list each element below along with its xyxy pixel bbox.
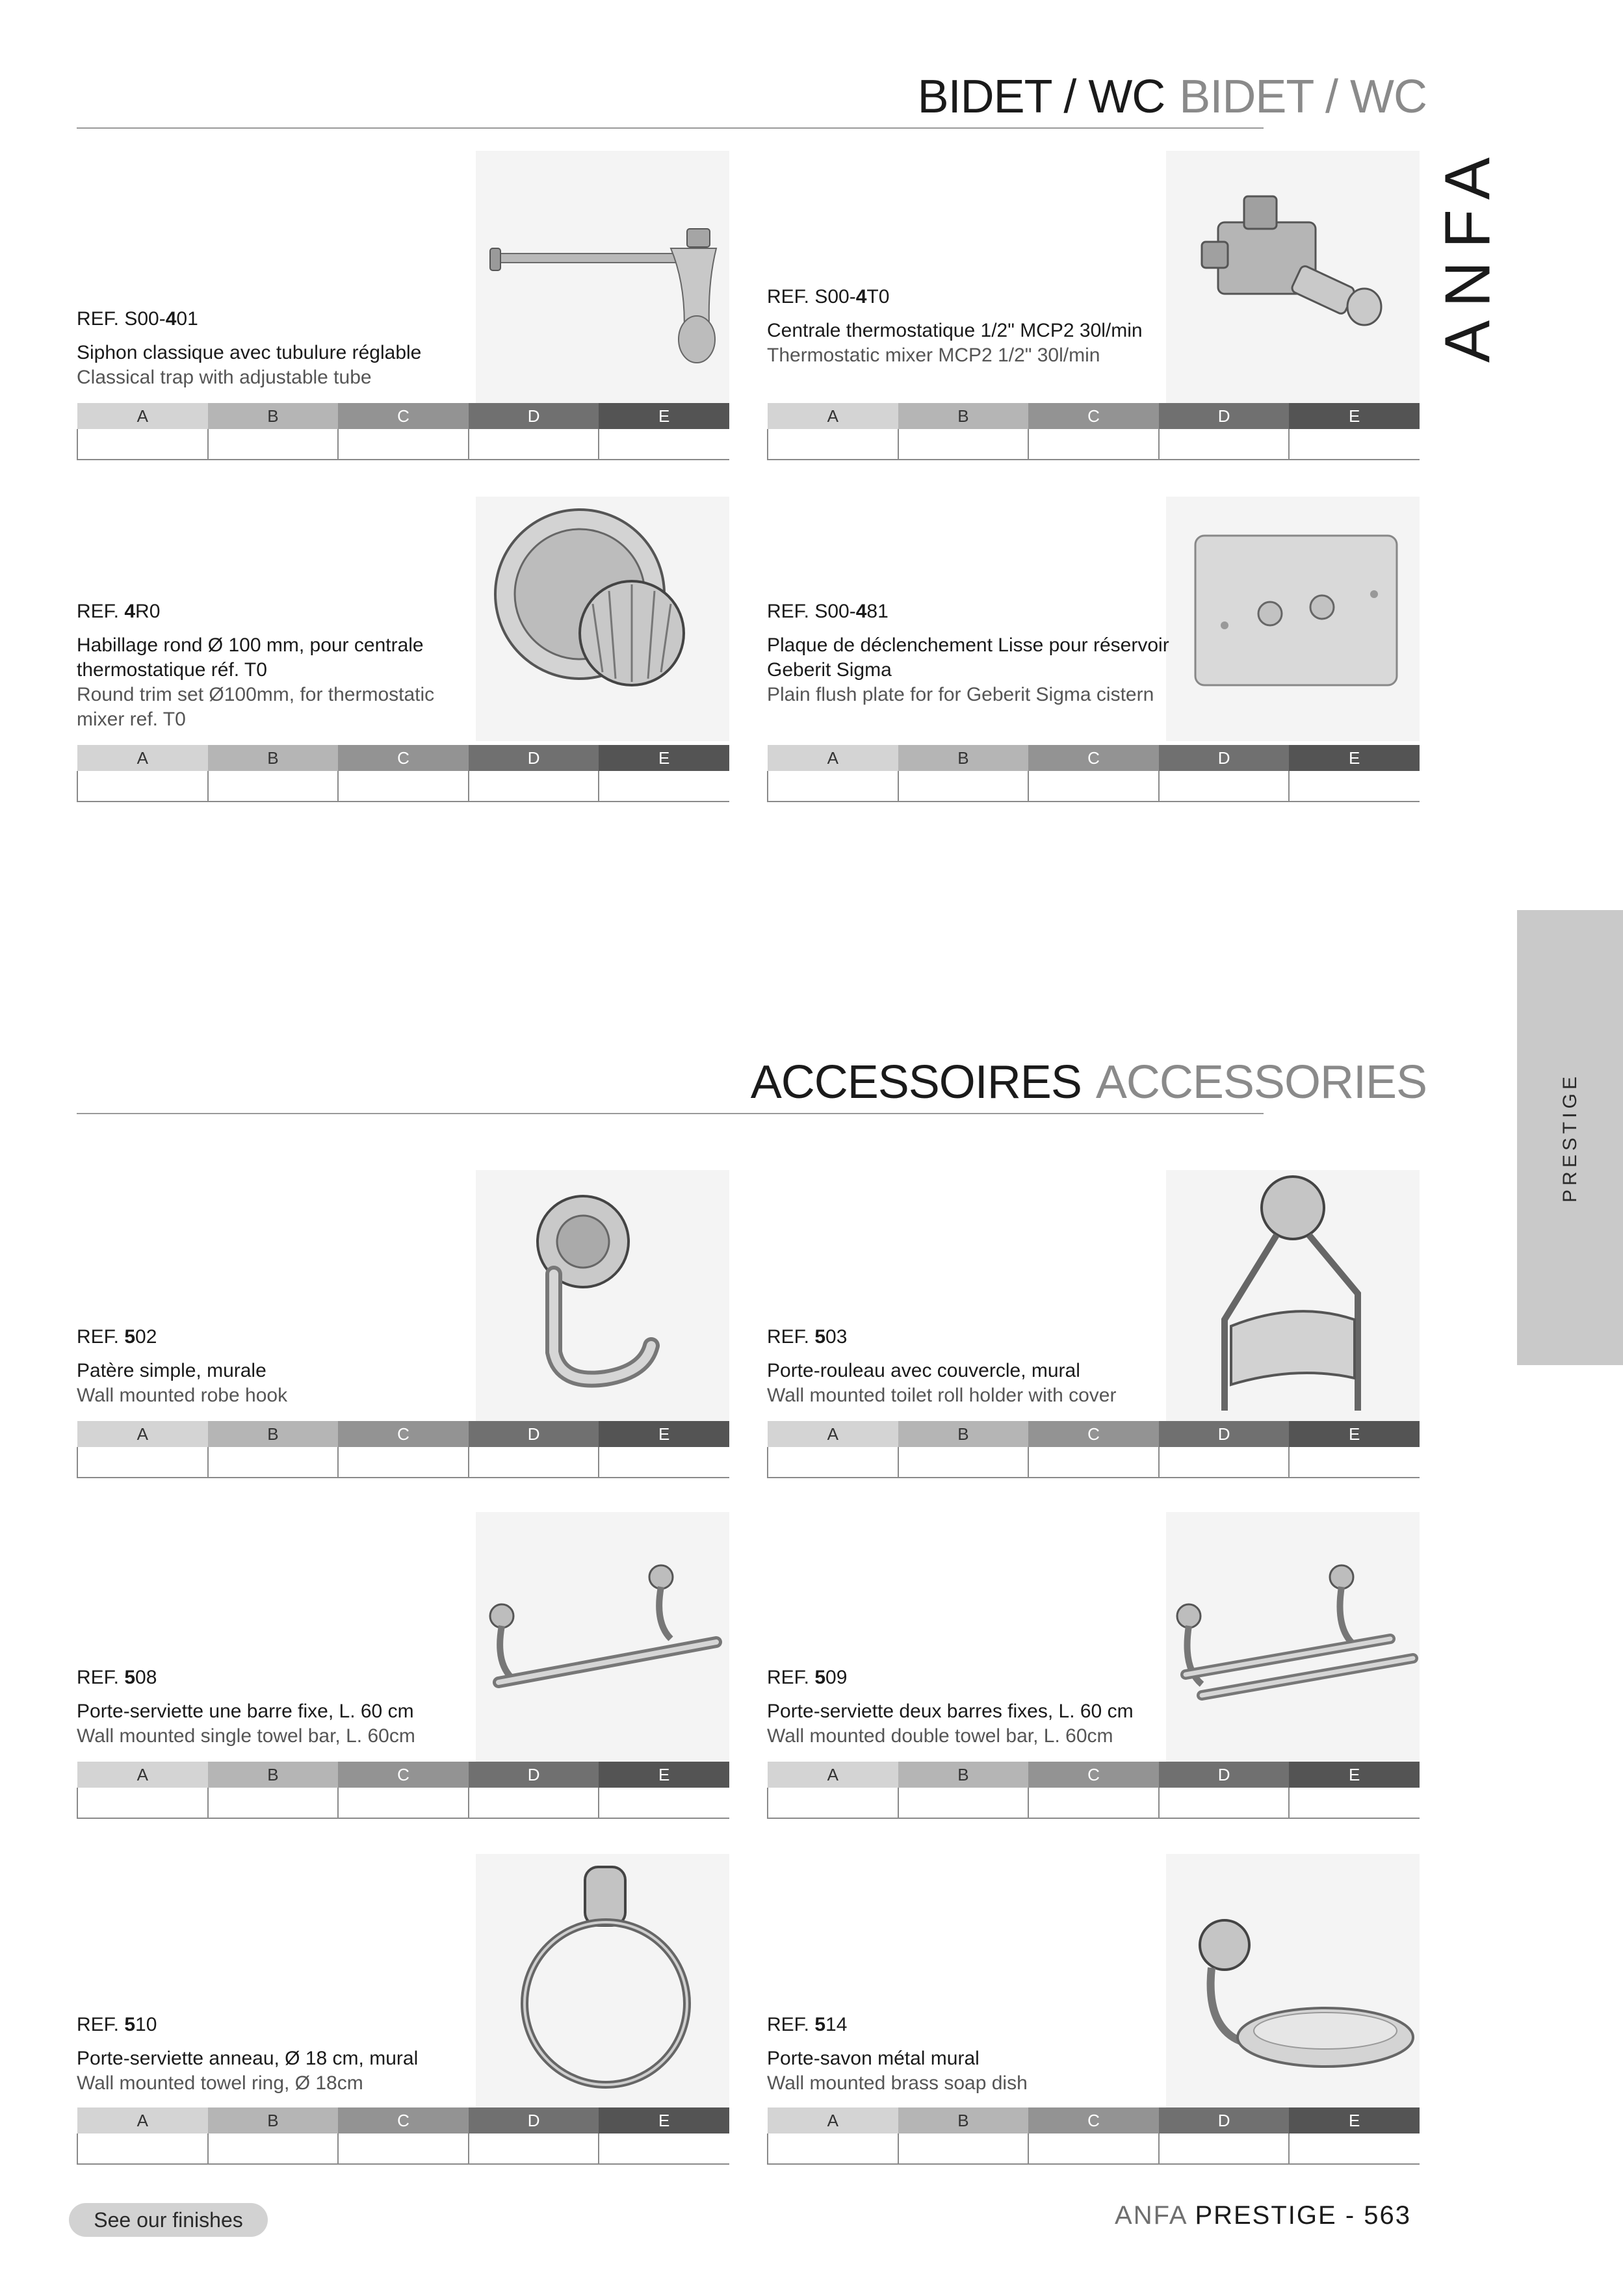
finish-header-c: C: [338, 2107, 469, 2133]
finish-cell: [208, 429, 339, 460]
finish-header-e: E: [599, 1762, 729, 1788]
finish-header-b: B: [208, 1421, 339, 1447]
finish-cell: [469, 2133, 599, 2164]
finish-table: [77, 403, 729, 460]
finish-header-a: A: [77, 403, 208, 429]
siphon-trap-icon: [476, 151, 729, 404]
finish-table: [767, 403, 1420, 460]
brand-vertical-label: [1429, 144, 1507, 363]
finish-header-d: D: [469, 745, 599, 771]
thermostatic-mixer-icon: [1166, 151, 1420, 404]
product-name-fr: Habillage rond Ø 100 mm, pour centrale thermostatique réf. T0: [77, 634, 424, 681]
product-ref: REF. S00-401: [77, 308, 198, 330]
finish-cell: [1159, 2133, 1290, 2164]
finish-table: [767, 745, 1420, 802]
finish-cell: [208, 771, 339, 802]
product-name-en: Wall mounted robe hook: [77, 1385, 288, 1406]
product-ref: REF. 514: [767, 2014, 848, 2035]
finish-header-c: C: [1028, 403, 1159, 429]
finish-cell: [469, 1788, 599, 1818]
finish-header-d: D: [1159, 1762, 1290, 1788]
finish-header-b: B: [898, 1421, 1029, 1447]
finish-header-a: A: [77, 1762, 208, 1788]
finish-cell: [599, 1788, 729, 1818]
finish-cell: [208, 1447, 339, 1478]
finish-cell: [768, 1788, 898, 1818]
finish-header-d: D: [469, 1421, 599, 1447]
finish-table: [767, 1421, 1420, 1478]
finish-cell: [469, 429, 599, 460]
finish-cell: [599, 1447, 729, 1478]
product-text: [767, 1325, 1170, 1408]
soap-dish-icon: [1166, 1854, 1420, 2107]
see-finishes-button[interactable]: See our finishes: [69, 2203, 268, 2237]
finish-header-d: D: [469, 403, 599, 429]
finish-table: [77, 1421, 729, 1478]
finish-cell: [338, 771, 469, 802]
finish-cell: [1289, 1447, 1420, 1478]
finish-header-b: B: [898, 2107, 1029, 2133]
product-card: [77, 1170, 729, 1482]
finish-cell: [599, 2133, 729, 2164]
product-name-fr: Porte-serviette une barre fixe, L. 60 cm: [77, 1701, 414, 1722]
finish-header-b: B: [898, 745, 1029, 771]
flush-plate-icon: [1166, 497, 1420, 741]
product-card: [77, 1854, 729, 2166]
product-name-fr: Porte-serviette deux barres fixes, L. 60 cm: [767, 1701, 1134, 1722]
folio-line: PRESTIGE - 563: [1195, 2201, 1411, 2230]
finish-header-c: C: [1028, 1421, 1159, 1447]
product-name-fr: Patère simple, murale: [77, 1360, 266, 1381]
finish-cell: [1028, 2133, 1159, 2164]
product-name-fr: Siphon classique avec tubulure réglable: [77, 342, 422, 363]
product-image: [1166, 1854, 1420, 2107]
product-image: [476, 497, 729, 741]
finish-header-b: B: [208, 745, 339, 771]
finish-cell: [768, 429, 898, 460]
product-name-en: Plain flush plate for for Geberit Sigma cistern: [767, 684, 1154, 705]
product-card: [77, 497, 729, 809]
finish-cell: [898, 429, 1029, 460]
product-ref: REF. 502: [77, 1326, 157, 1348]
finish-cell: [599, 429, 729, 460]
finish-cell: [1028, 1788, 1159, 1818]
section-divider: [77, 127, 1264, 129]
product-name-en: Wall mounted toilet roll holder with cover: [767, 1385, 1117, 1406]
finish-cell: [208, 1788, 339, 1818]
finish-cell: [1159, 1788, 1290, 1818]
product-image: [476, 1170, 729, 1424]
product-name-en: Round trim set Ø100mm, for thermostatic mixer ref. T0: [77, 684, 435, 730]
side-tab-label: PRESTIGE: [1559, 1073, 1581, 1203]
product-name-fr: Centrale thermostatique 1/2" MCP2 30l/min: [767, 320, 1143, 341]
finish-cell: [77, 429, 208, 460]
finish-cell: [1159, 429, 1290, 460]
product-image: [1166, 151, 1420, 404]
section-title-en: ACCESSORIES: [1095, 1056, 1427, 1108]
product-card: [77, 1512, 729, 1824]
finish-table: [767, 2107, 1420, 2165]
product-ref: REF. 4R0: [77, 601, 161, 622]
finish-cell: [1289, 1788, 1420, 1818]
product-text: [767, 1665, 1170, 1749]
product-text: [767, 2013, 1170, 2096]
page-folio: [1115, 2201, 1411, 2230]
product-name-en: Wall mounted single towel bar, L. 60cm: [77, 1725, 415, 1747]
product-image: [1166, 1170, 1420, 1424]
finish-table: [77, 1762, 729, 1819]
finish-header-a: A: [77, 1421, 208, 1447]
finish-cell: [1028, 429, 1159, 460]
finish-cell: [77, 1788, 208, 1818]
section-title-fr: ACCESSOIRES: [750, 1056, 1082, 1108]
finish-cell: [338, 1788, 469, 1818]
finish-cell: [768, 1447, 898, 1478]
finish-header-c: C: [338, 745, 469, 771]
product-card: [767, 151, 1420, 463]
finish-cell: [1159, 1447, 1290, 1478]
product-card: [767, 1170, 1420, 1482]
finish-header-a: A: [77, 745, 208, 771]
product-ref: REF. S00-4T0: [767, 286, 890, 307]
product-name-fr: Plaque de déclenchement Lisse pour réservoir Geberit Sigma: [767, 634, 1169, 681]
product-name-en: Thermostatic mixer MCP2 1/2" 30l/min: [767, 345, 1100, 366]
finish-header-d: D: [1159, 2107, 1290, 2133]
product-name-fr: Porte-savon métal mural: [767, 2048, 980, 2069]
product-text: [77, 1665, 480, 1749]
product-text: [77, 599, 480, 732]
finish-header-e: E: [1289, 2107, 1420, 2133]
finish-table: [767, 1762, 1420, 1819]
finish-header-e: E: [599, 1421, 729, 1447]
round-trim-knob-icon: [476, 497, 729, 741]
finish-header-c: C: [338, 403, 469, 429]
finish-header-c: C: [1028, 1762, 1159, 1788]
finish-header-e: E: [1289, 1421, 1420, 1447]
finish-header-a: A: [768, 403, 898, 429]
product-name-fr: Porte-serviette anneau, Ø 18 cm, mural: [77, 2048, 419, 2069]
finish-table: [77, 745, 729, 802]
folio-brand: ANFA: [1115, 2201, 1187, 2230]
finish-cell: [77, 1447, 208, 1478]
finish-header-e: E: [599, 403, 729, 429]
product-ref: REF. 509: [767, 1667, 848, 1688]
finish-header-b: B: [208, 2107, 339, 2133]
finish-header-a: A: [768, 1421, 898, 1447]
finish-cell: [77, 2133, 208, 2164]
finish-header-d: D: [1159, 403, 1290, 429]
product-text: [77, 307, 480, 390]
finish-cell: [469, 771, 599, 802]
product-name-en: Classical trap with adjustable tube: [77, 367, 372, 388]
finish-cell: [338, 2133, 469, 2164]
finish-header-b: B: [898, 1762, 1029, 1788]
robe-hook-icon: [476, 1170, 729, 1424]
finish-header-a: A: [77, 2107, 208, 2133]
product-name-en: Wall mounted double towel bar, L. 60cm: [767, 1725, 1113, 1747]
product-name-en: Wall mounted towel ring, Ø 18cm: [77, 2072, 363, 2094]
product-image: [476, 151, 729, 404]
finish-header-e: E: [1289, 745, 1420, 771]
product-text: [767, 285, 1170, 368]
finish-table: [77, 2107, 729, 2165]
finish-cell: [768, 771, 898, 802]
finish-header-e: E: [599, 745, 729, 771]
product-text: [77, 2013, 480, 2096]
finish-header-d: D: [469, 2107, 599, 2133]
finish-header-e: E: [1289, 403, 1420, 429]
section-title-accessories: [751, 1056, 1427, 1109]
finish-cell: [1289, 2133, 1420, 2164]
double-towel-bar-icon: [1166, 1512, 1420, 1766]
section-title-en: BIDET / WC: [1179, 71, 1427, 123]
finish-cell: [338, 1447, 469, 1478]
finish-cell: [898, 2133, 1029, 2164]
finish-header-d: D: [1159, 745, 1290, 771]
finish-cell: [1159, 771, 1290, 802]
product-name-en: Wall mounted brass soap dish: [767, 2072, 1028, 2094]
product-ref: REF. 508: [77, 1667, 157, 1688]
finish-header-e: E: [599, 2107, 729, 2133]
product-image: [1166, 497, 1420, 741]
finish-cell: [338, 429, 469, 460]
finish-cell: [469, 1447, 599, 1478]
finish-header-c: C: [338, 1762, 469, 1788]
finish-header-d: D: [1159, 1421, 1290, 1447]
finish-cell: [768, 2133, 898, 2164]
product-text: [77, 1325, 480, 1408]
finish-header-c: C: [1028, 745, 1159, 771]
product-image: [476, 1512, 729, 1766]
finish-header-b: B: [208, 403, 339, 429]
section-title-bidet-wc: [918, 70, 1427, 124]
product-card: [77, 151, 729, 463]
side-tab-prestige[interactable]: [1517, 910, 1623, 1365]
brand-vertical-text: ANFA: [1431, 144, 1503, 363]
product-image: [476, 1854, 729, 2107]
finish-header-d: D: [469, 1762, 599, 1788]
finish-header-c: C: [1028, 2107, 1159, 2133]
section-divider: [77, 1113, 1264, 1114]
finish-cell: [1289, 771, 1420, 802]
finish-cell: [1028, 1447, 1159, 1478]
toilet-roll-holder-icon: [1166, 1170, 1420, 1424]
product-image: [1166, 1512, 1420, 1766]
finish-cell: [1289, 429, 1420, 460]
section-title-fr: BIDET / WC: [917, 71, 1165, 123]
finish-cell: [1028, 771, 1159, 802]
finish-header-a: A: [768, 745, 898, 771]
product-name-fr: Porte-rouleau avec couvercle, mural: [767, 1360, 1080, 1381]
towel-ring-icon: [476, 1854, 729, 2107]
finish-header-b: B: [898, 403, 1029, 429]
finish-cell: [898, 1788, 1029, 1818]
finish-cell: [77, 771, 208, 802]
finish-cell: [898, 1447, 1029, 1478]
finish-header-a: A: [768, 1762, 898, 1788]
product-text: [767, 599, 1170, 707]
product-ref: REF. S00-481: [767, 601, 889, 622]
finish-cell: [898, 771, 1029, 802]
finish-header-e: E: [1289, 1762, 1420, 1788]
product-card: [767, 497, 1420, 809]
finish-cell: [208, 2133, 339, 2164]
single-towel-bar-icon: [476, 1512, 729, 1766]
finish-header-b: B: [208, 1762, 339, 1788]
finish-header-c: C: [338, 1421, 469, 1447]
product-card: [767, 1854, 1420, 2166]
product-ref: REF. 503: [767, 1326, 848, 1348]
finish-header-a: A: [768, 2107, 898, 2133]
product-card: [767, 1512, 1420, 1824]
finish-cell: [599, 771, 729, 802]
product-ref: REF. 510: [77, 2014, 157, 2035]
